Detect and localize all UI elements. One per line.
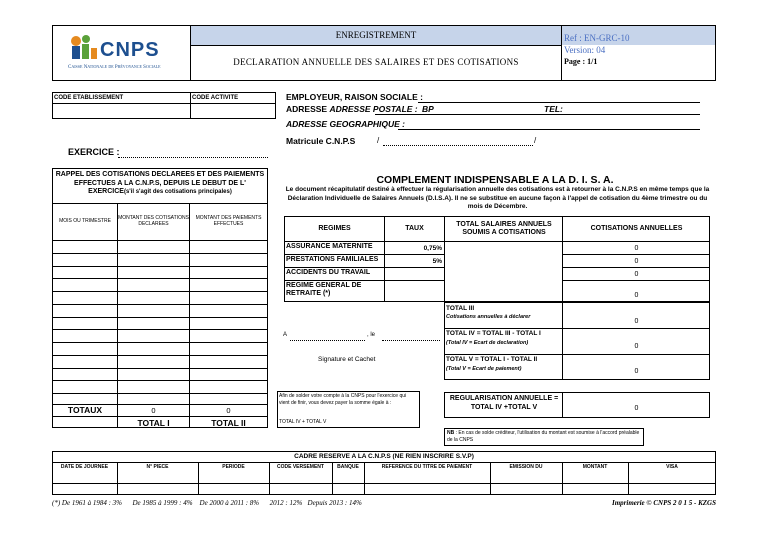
cadre-col-header: VISA xyxy=(666,464,678,470)
total-iii-value: 0 xyxy=(634,318,639,325)
matricule-label: Matricule C.N.P.S xyxy=(286,136,356,146)
date-label: , le xyxy=(367,332,376,338)
nb-text: : En cas de solde créditeur, l'utilisation du montant est soumise à l'accord préalable de la CNPS xyxy=(447,430,640,443)
rappel-row-line xyxy=(52,278,268,279)
bp-label: BP xyxy=(422,104,434,114)
regime-label: ASSURANCE MATERNITE xyxy=(286,243,373,250)
logo-text: CNPS xyxy=(100,39,160,61)
complement-title: COMPLEMENT INDISPENSABLE A LA D. I. S. A. xyxy=(376,174,614,186)
footer-rates: (*) De 1961 à 1984 : 3% De 1985 à 1999 : 4% De 2000 à 2011 : 8% 2012 : 12% Depuis 2013 : 14% xyxy=(52,499,362,507)
place-label: A xyxy=(283,332,288,338)
matricule-slash-1: / xyxy=(377,136,380,145)
total-declarees-value: 0 xyxy=(151,406,156,415)
cadre-col-header: DATE DE JOURNEE xyxy=(60,464,109,470)
adresse-postale-label: ADRESSE ADRESSE POSTALE : xyxy=(286,104,418,114)
rappel-row-line xyxy=(52,317,268,318)
total-iii-sub: Cotisations annuelles à déclarer xyxy=(446,314,531,320)
cnps-logo xyxy=(64,33,184,77)
cadre-col-header: MONTANT xyxy=(582,464,608,470)
regime-taux: 5% xyxy=(432,258,442,265)
rappel-row-line xyxy=(52,380,268,381)
cadre-col-header: BANQUE xyxy=(337,464,359,470)
totaux-label: TOTAUX xyxy=(67,405,103,415)
total-v-sub: (Total V = Ecart de paiement) xyxy=(446,366,522,372)
page-number: Page : 1/1 xyxy=(564,57,598,66)
signature-label: Signature et Cachet xyxy=(318,356,376,363)
regime-label: PRESTATIONS FAMILIALES xyxy=(286,256,379,263)
doc-title: DECLARATION ANNUELLE DES SALAIRES ET DES COTISATIONS xyxy=(233,57,519,67)
place-field[interactable] xyxy=(290,340,365,341)
matricule-field[interactable] xyxy=(383,145,533,146)
rappel-row-line xyxy=(52,393,268,394)
date-field[interactable] xyxy=(382,340,440,341)
raison-sociale-label: EMPLOYEUR, RAISON SOCIALE : xyxy=(286,92,423,102)
rappel-row-line xyxy=(52,253,268,254)
rappel-table xyxy=(52,168,268,428)
code-etablissement-field[interactable] xyxy=(53,104,189,118)
regime-cotisation: 0 xyxy=(634,258,639,265)
exercice-field[interactable] xyxy=(118,157,268,158)
cadre-col-header: N° PIECE xyxy=(146,464,169,470)
top-title: ENREGISTREMENT xyxy=(335,30,417,40)
regularisation-value: 0 xyxy=(634,405,639,412)
total-v-value: 0 xyxy=(634,368,639,375)
regularisation-label: REGULARISATION ANNUELLE = TOTAL IV +TOTAL V xyxy=(449,395,559,411)
cadre-col-header: REFERENCE DU TITRE DE PAIEMENT xyxy=(381,464,473,470)
solder-note-text: Afin de solder votre compte à la CNPS pour l'exercice qui vient de finir, vous devez payer la somme égale à : xyxy=(279,393,407,406)
col-regimes: REGIMES xyxy=(318,225,351,232)
adresse-geo-line[interactable] xyxy=(398,129,700,130)
code-activite-label: CODE ACTIVITE xyxy=(192,95,239,101)
version: Version: 04 xyxy=(564,45,606,55)
rappel-row-line xyxy=(52,342,268,343)
total-paiements-value: 0 xyxy=(226,406,231,415)
total-iv-value: 0 xyxy=(634,343,639,350)
adresse-geo-label: ADRESSE GEOGRAPHIQUE : xyxy=(286,119,406,129)
col-cotisations: COTISATIONS ANNUELLES xyxy=(590,225,683,232)
complement-description: Le document récapitulatif destiné à effectuer la régularisation annuelle des cotisations est à retourner à la C.N.P.S en même temps que la Déclaration Individuelle de Salaires Annuels (D.I.S.A). Il ne se substitue en aucune façon à l'appel de cotisation du 4ème trimestre ou du mois de Décembre. xyxy=(285,186,710,210)
exercice-label: EXERCICE : xyxy=(68,147,120,157)
rappel-title-small: (s'il s'agit des cotisations principales) xyxy=(123,189,232,195)
rappel-row-line xyxy=(52,291,268,292)
regime-cotisation: 0 xyxy=(634,271,639,278)
rappel-row-line xyxy=(52,355,268,356)
regime-label: ACCIDENTS DU TRAVAIL xyxy=(286,269,371,276)
raison-sociale-line[interactable] xyxy=(418,102,700,103)
code-etablissement-label: CODE ETABLISSEMENT xyxy=(54,95,124,101)
rappel-col-paiements: MONTANT DES PAIEMENTS EFFECTUES xyxy=(195,215,262,227)
cadre-title: CADRE RESERVE A LA C.N.P.S (NE RIEN INSCRIRE S.V.P) xyxy=(294,453,474,460)
ref-code: Ref : EN-GRC-10 xyxy=(564,33,630,43)
rappel-col-mois: MOIS OU TRIMESTRE xyxy=(59,218,111,224)
total-1-label: TOTAL I xyxy=(137,418,170,428)
col-taux: TAUX xyxy=(405,225,424,232)
adresse-postale-text: ADRESSE POSTALE : xyxy=(329,104,418,114)
rappel-title xyxy=(54,171,266,197)
nb-label: NB xyxy=(447,430,455,436)
cadre-col-header: CODE VERSEMENT xyxy=(277,464,324,470)
footer-printer: Imprimerie © CNPS 2 0 1 5 - KZGS xyxy=(611,499,716,507)
total-iv-sub: (Total IV = Ecart de declaration) xyxy=(446,340,529,346)
rappel-row-line xyxy=(52,304,268,305)
rappel-row-line xyxy=(52,368,268,369)
code-activite-field[interactable] xyxy=(191,104,275,118)
solder-formula: TOTAL IV + TOTAL V xyxy=(279,419,327,425)
tel-label: TEL: xyxy=(544,104,563,114)
rappel-col-declarees: MONTANT DES COTISATIONS DECLAREES xyxy=(118,215,189,227)
cnps-logo-icon xyxy=(66,33,100,61)
matricule-slash-2: / xyxy=(534,136,537,145)
regime-label: REGIME GENERAL DE RETRAITE (*) xyxy=(286,282,362,297)
total-iv-label: TOTAL IV = TOTAL III - TOTAL I xyxy=(446,330,541,337)
rappel-title-text: RAPPEL DES COTISATIONS DECLAREES ET DES PAIEMENTS EFFECTUES A LA C.N.P.S, DEPUIS LE DEBUT DE L' EXERCICE xyxy=(55,171,265,195)
regime-taux: 0,75% xyxy=(423,245,442,252)
regime-cotisation: 0 xyxy=(634,245,639,252)
total-2-label: TOTAL II xyxy=(211,418,246,428)
col-salaires: TOTAL SALAIRES ANNUELS SOUMIS A COTISATIONS xyxy=(456,221,552,236)
rappel-row-line xyxy=(52,329,268,330)
nb-note xyxy=(447,430,642,443)
logo-subtitle: Caisse Nationale de Prévoyance Sociale xyxy=(68,65,161,70)
regime-cotisation: 0 xyxy=(634,292,639,299)
total-v-label: TOTAL V = TOTAL I - TOTAL II xyxy=(446,356,538,363)
cadre-col-header: EMISSION DU xyxy=(509,464,543,470)
total-iii-label: TOTAL III xyxy=(446,305,475,312)
cadre-col-header: PERIODE xyxy=(222,464,245,470)
rappel-row-line xyxy=(52,266,268,267)
